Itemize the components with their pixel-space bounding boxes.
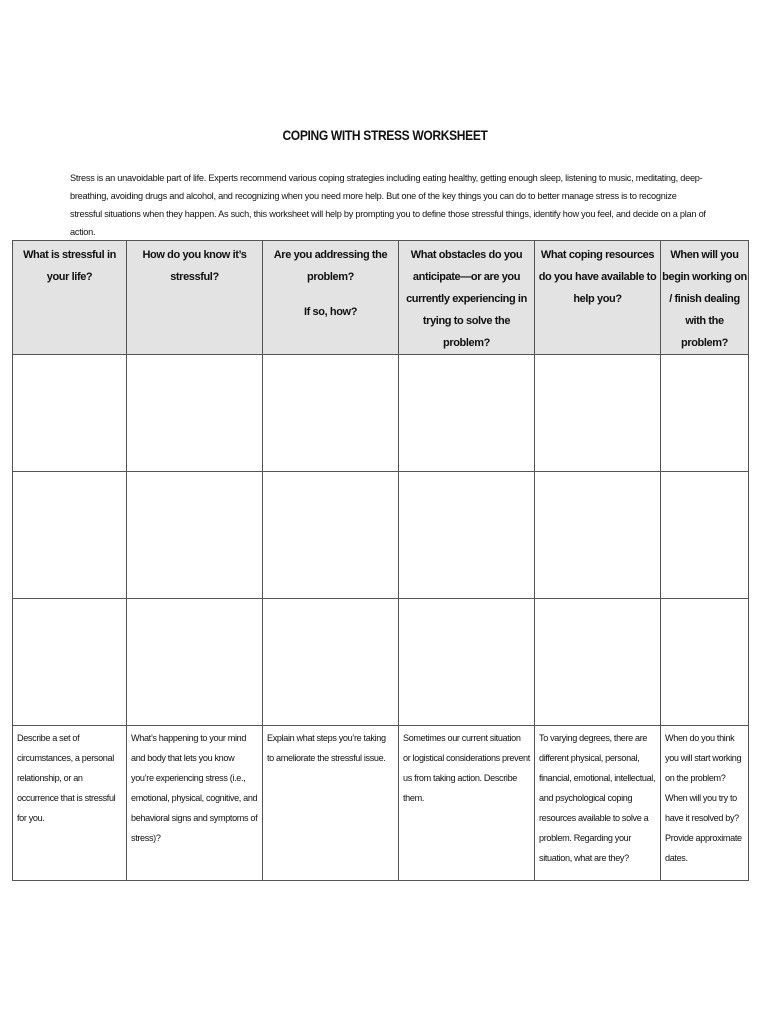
answer-cell[interactable] xyxy=(127,599,263,726)
header-cell-addressing: Are you addressing the problem? If so, how? xyxy=(263,241,399,355)
answer-row xyxy=(13,472,749,599)
answer-cell[interactable] xyxy=(535,599,661,726)
header-cell-how-know: How do you know it’s stressful? xyxy=(127,241,263,355)
answer-cell[interactable] xyxy=(127,472,263,599)
description-cell: To varying degrees, there are different physical, personal, financial, emotional, intellectual, and psychological coping resources available to solve a problem. Regarding your situation, what are they? xyxy=(535,726,661,881)
header-cell-obstacles: What obstacles do you anticipate—or are you currently experiencing in trying to solve the problem? xyxy=(399,241,535,355)
description-cell: When do you think you will start working on the problem? When will you try to have it resolved by? Provide approximate dates. xyxy=(661,726,749,881)
worksheet-title: COPING WITH STRESS WORKSHEET xyxy=(282,127,488,143)
description-cell: Explain what steps you’re taking to ameliorate the stressful issue. xyxy=(263,726,399,881)
answer-cell[interactable] xyxy=(535,355,661,472)
answer-cell[interactable] xyxy=(263,472,399,599)
answer-cell[interactable] xyxy=(399,472,535,599)
header-subtext: If so, how? xyxy=(303,306,358,318)
description-cell: What’s happening to your mind and body that lets you know you’re experiencing stress (i.e., emotional, physical, cognitive, and behavioral signs and symptoms of stress)? xyxy=(127,726,263,881)
answer-cell[interactable] xyxy=(13,472,127,599)
description-row xyxy=(13,726,749,881)
header-row xyxy=(13,241,749,355)
answer-cell[interactable] xyxy=(263,355,399,472)
description-cell: Describe a set of circumstances, a personal relationship, or an occurrence that is stressful for you. xyxy=(13,726,127,881)
answer-cell[interactable] xyxy=(535,472,661,599)
answer-cell[interactable] xyxy=(661,355,749,472)
answer-cell[interactable] xyxy=(399,355,535,472)
header-cell-when: When will you begin working on / finish dealing with the problem? xyxy=(661,241,749,355)
answer-cell[interactable] xyxy=(13,355,127,472)
answer-cell[interactable] xyxy=(13,599,127,726)
answer-row xyxy=(13,599,749,726)
answer-cell[interactable] xyxy=(661,599,749,726)
worksheet-table xyxy=(12,240,749,881)
header-cell-resources: What coping resources do you have available to help you? xyxy=(535,241,661,355)
answer-cell[interactable] xyxy=(263,599,399,726)
intro-paragraph: Stress is an unavoidable part of life. Experts recommend various coping strategies including eating healthy, getting enough sleep, listening to music, meditating, deep-breathing, avoiding drugs and alcohol, and recognizing when you need more help. But one of the key things you can do to better manage stress is to recognize stressful situations when they happen. As such, this worksheet will help by prompting you to define those stressful things, identify how you feel, and decide on a plan of action. xyxy=(70,173,706,237)
answer-cell[interactable] xyxy=(127,355,263,472)
header-cell-stressful: What is stressful in your life? xyxy=(13,241,127,355)
answer-cell[interactable] xyxy=(661,472,749,599)
description-cell: Sometimes our current situation or logistical considerations prevent us from taking action. Describe them. xyxy=(399,726,535,881)
answer-row xyxy=(13,355,749,472)
answer-cell[interactable] xyxy=(399,599,535,726)
